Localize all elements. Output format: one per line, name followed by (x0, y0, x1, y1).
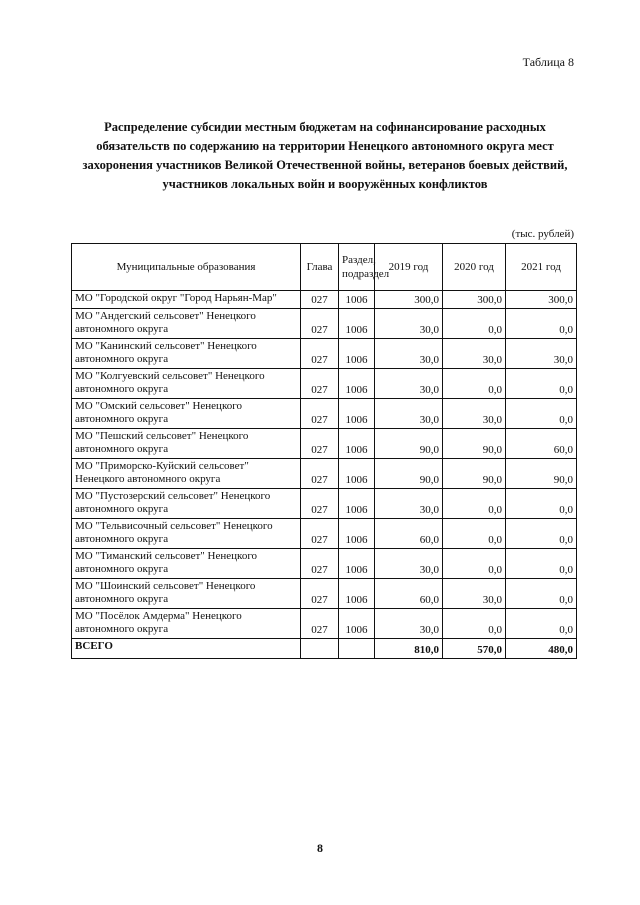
row-2020: 90,0 (443, 429, 506, 459)
row-2020: 0,0 (443, 369, 506, 399)
row-glava: 027 (301, 459, 339, 489)
table-row (72, 399, 577, 429)
row-2021: 0,0 (506, 609, 577, 639)
row-razdel: 1006 (339, 579, 375, 609)
row-2021: 0,0 (506, 309, 577, 339)
row-2019: 90,0 (375, 459, 443, 489)
row-municipality: МО "Пешский сельсовет" Ненецкого автономного округа (72, 429, 301, 459)
units-label: (тыс. рублей) (511, 228, 574, 240)
table-row (72, 309, 577, 339)
row-municipality: МО "Канинский сельсовет" Ненецкого автономного округа (72, 339, 301, 369)
row-2019: 60,0 (375, 519, 443, 549)
row-glava: 027 (301, 549, 339, 579)
row-razdel: 1006 (339, 291, 375, 309)
row-municipality: МО "Посёлок Амдерма" Ненецкого автономного округа (72, 609, 301, 639)
row-2019: 30,0 (375, 369, 443, 399)
row-razdel: 1006 (339, 339, 375, 369)
row-2020: 0,0 (443, 549, 506, 579)
total-2019: 810,0 (375, 639, 443, 659)
row-razdel: 1006 (339, 429, 375, 459)
total-label: ВСЕГО (72, 639, 301, 659)
row-municipality: МО "Пустозерский сельсовет" Ненецкого автономного округа (72, 489, 301, 519)
row-razdel: 1006 (339, 489, 375, 519)
table-row (72, 369, 577, 399)
header-2021: 2021 год (506, 244, 577, 291)
table-row (72, 429, 577, 459)
row-2019: 30,0 (375, 339, 443, 369)
table-row (72, 489, 577, 519)
row-municipality: МО "Тельвисочный сельсовет" Ненецкого автономного округа (72, 519, 301, 549)
row-2020: 300,0 (443, 291, 506, 309)
header-2019: 2019 год (375, 244, 443, 291)
page-number: 8 (317, 841, 323, 855)
table-row (72, 519, 577, 549)
row-2021: 90,0 (506, 459, 577, 489)
row-municipality: МО "Колгуевский сельсовет" Ненецкого автономного округа (72, 369, 301, 399)
table-row (72, 609, 577, 639)
row-2020: 30,0 (443, 579, 506, 609)
row-2021: 0,0 (506, 369, 577, 399)
row-2021: 60,0 (506, 429, 577, 459)
table-row (72, 549, 577, 579)
row-2020: 0,0 (443, 309, 506, 339)
row-2021: 0,0 (506, 519, 577, 549)
row-municipality: МО "Андегский сельсовет" Ненецкого автономного округа (72, 309, 301, 339)
row-glava: 027 (301, 369, 339, 399)
row-2019: 30,0 (375, 609, 443, 639)
header-2020: 2020 год (443, 244, 506, 291)
row-2020: 30,0 (443, 339, 506, 369)
row-2020: 0,0 (443, 609, 506, 639)
header-glava: Глава (301, 244, 339, 291)
total-razdel (339, 639, 375, 659)
row-2020: 30,0 (443, 399, 506, 429)
row-2019: 30,0 (375, 489, 443, 519)
row-glava: 027 (301, 519, 339, 549)
total-glava (301, 639, 339, 659)
row-razdel: 1006 (339, 609, 375, 639)
row-2021: 30,0 (506, 339, 577, 369)
table-header-row (72, 244, 577, 291)
row-2021: 0,0 (506, 489, 577, 519)
row-glava: 027 (301, 339, 339, 369)
row-2021: 0,0 (506, 399, 577, 429)
row-glava: 027 (301, 399, 339, 429)
row-2020: 0,0 (443, 489, 506, 519)
total-2021: 480,0 (506, 639, 577, 659)
row-municipality: МО "Омский сельсовет" Ненецкого автономного округа (72, 399, 301, 429)
table-row (72, 579, 577, 609)
row-municipality: МО "Шоинский сельсовет" Ненецкого автономного округа (72, 579, 301, 609)
row-2019: 30,0 (375, 549, 443, 579)
header-municipality: Муниципальные образования (72, 244, 301, 291)
total-2020: 570,0 (443, 639, 506, 659)
row-glava: 027 (301, 609, 339, 639)
row-glava: 027 (301, 309, 339, 339)
row-glava: 027 (301, 489, 339, 519)
row-glava: 027 (301, 429, 339, 459)
header-razdel: Раздел, подраздел (339, 244, 375, 291)
row-2021: 0,0 (506, 549, 577, 579)
row-razdel: 1006 (339, 459, 375, 489)
table-row (72, 291, 577, 309)
table-label: Таблица 8 (522, 55, 574, 69)
row-razdel: 1006 (339, 549, 375, 579)
row-municipality: МО "Приморско-Куйский сельсовет" Ненецкого автономного округа (72, 459, 301, 489)
row-2019: 30,0 (375, 399, 443, 429)
row-2019: 90,0 (375, 429, 443, 459)
row-razdel: 1006 (339, 369, 375, 399)
row-razdel: 1006 (339, 519, 375, 549)
row-municipality: МО "Городской округ "Город Нарьян-Мар" (72, 291, 301, 309)
row-2020: 90,0 (443, 459, 506, 489)
total-row (72, 639, 577, 659)
row-glava: 027 (301, 579, 339, 609)
row-2019: 60,0 (375, 579, 443, 609)
row-2019: 30,0 (375, 309, 443, 339)
row-municipality: МО "Тиманский сельсовет" Ненецкого автономного округа (72, 549, 301, 579)
row-glava: 027 (301, 291, 339, 309)
row-razdel: 1006 (339, 399, 375, 429)
document-title: Распределение субсидии местным бюджетам на софинансирование расходных обязательств по содержанию на территории Ненецкого автономного округа мест захоронения участников Великой Отечественной войны, ветеранов боевых действий, участников локальных войн и вооружённых конфликтов (82, 120, 568, 191)
row-razdel: 1006 (339, 309, 375, 339)
row-2021: 0,0 (506, 579, 577, 609)
row-2019: 300,0 (375, 291, 443, 309)
table-row (72, 459, 577, 489)
row-2021: 300,0 (506, 291, 577, 309)
row-2020: 0,0 (443, 519, 506, 549)
table-row (72, 339, 577, 369)
subsidy-table (71, 243, 577, 659)
